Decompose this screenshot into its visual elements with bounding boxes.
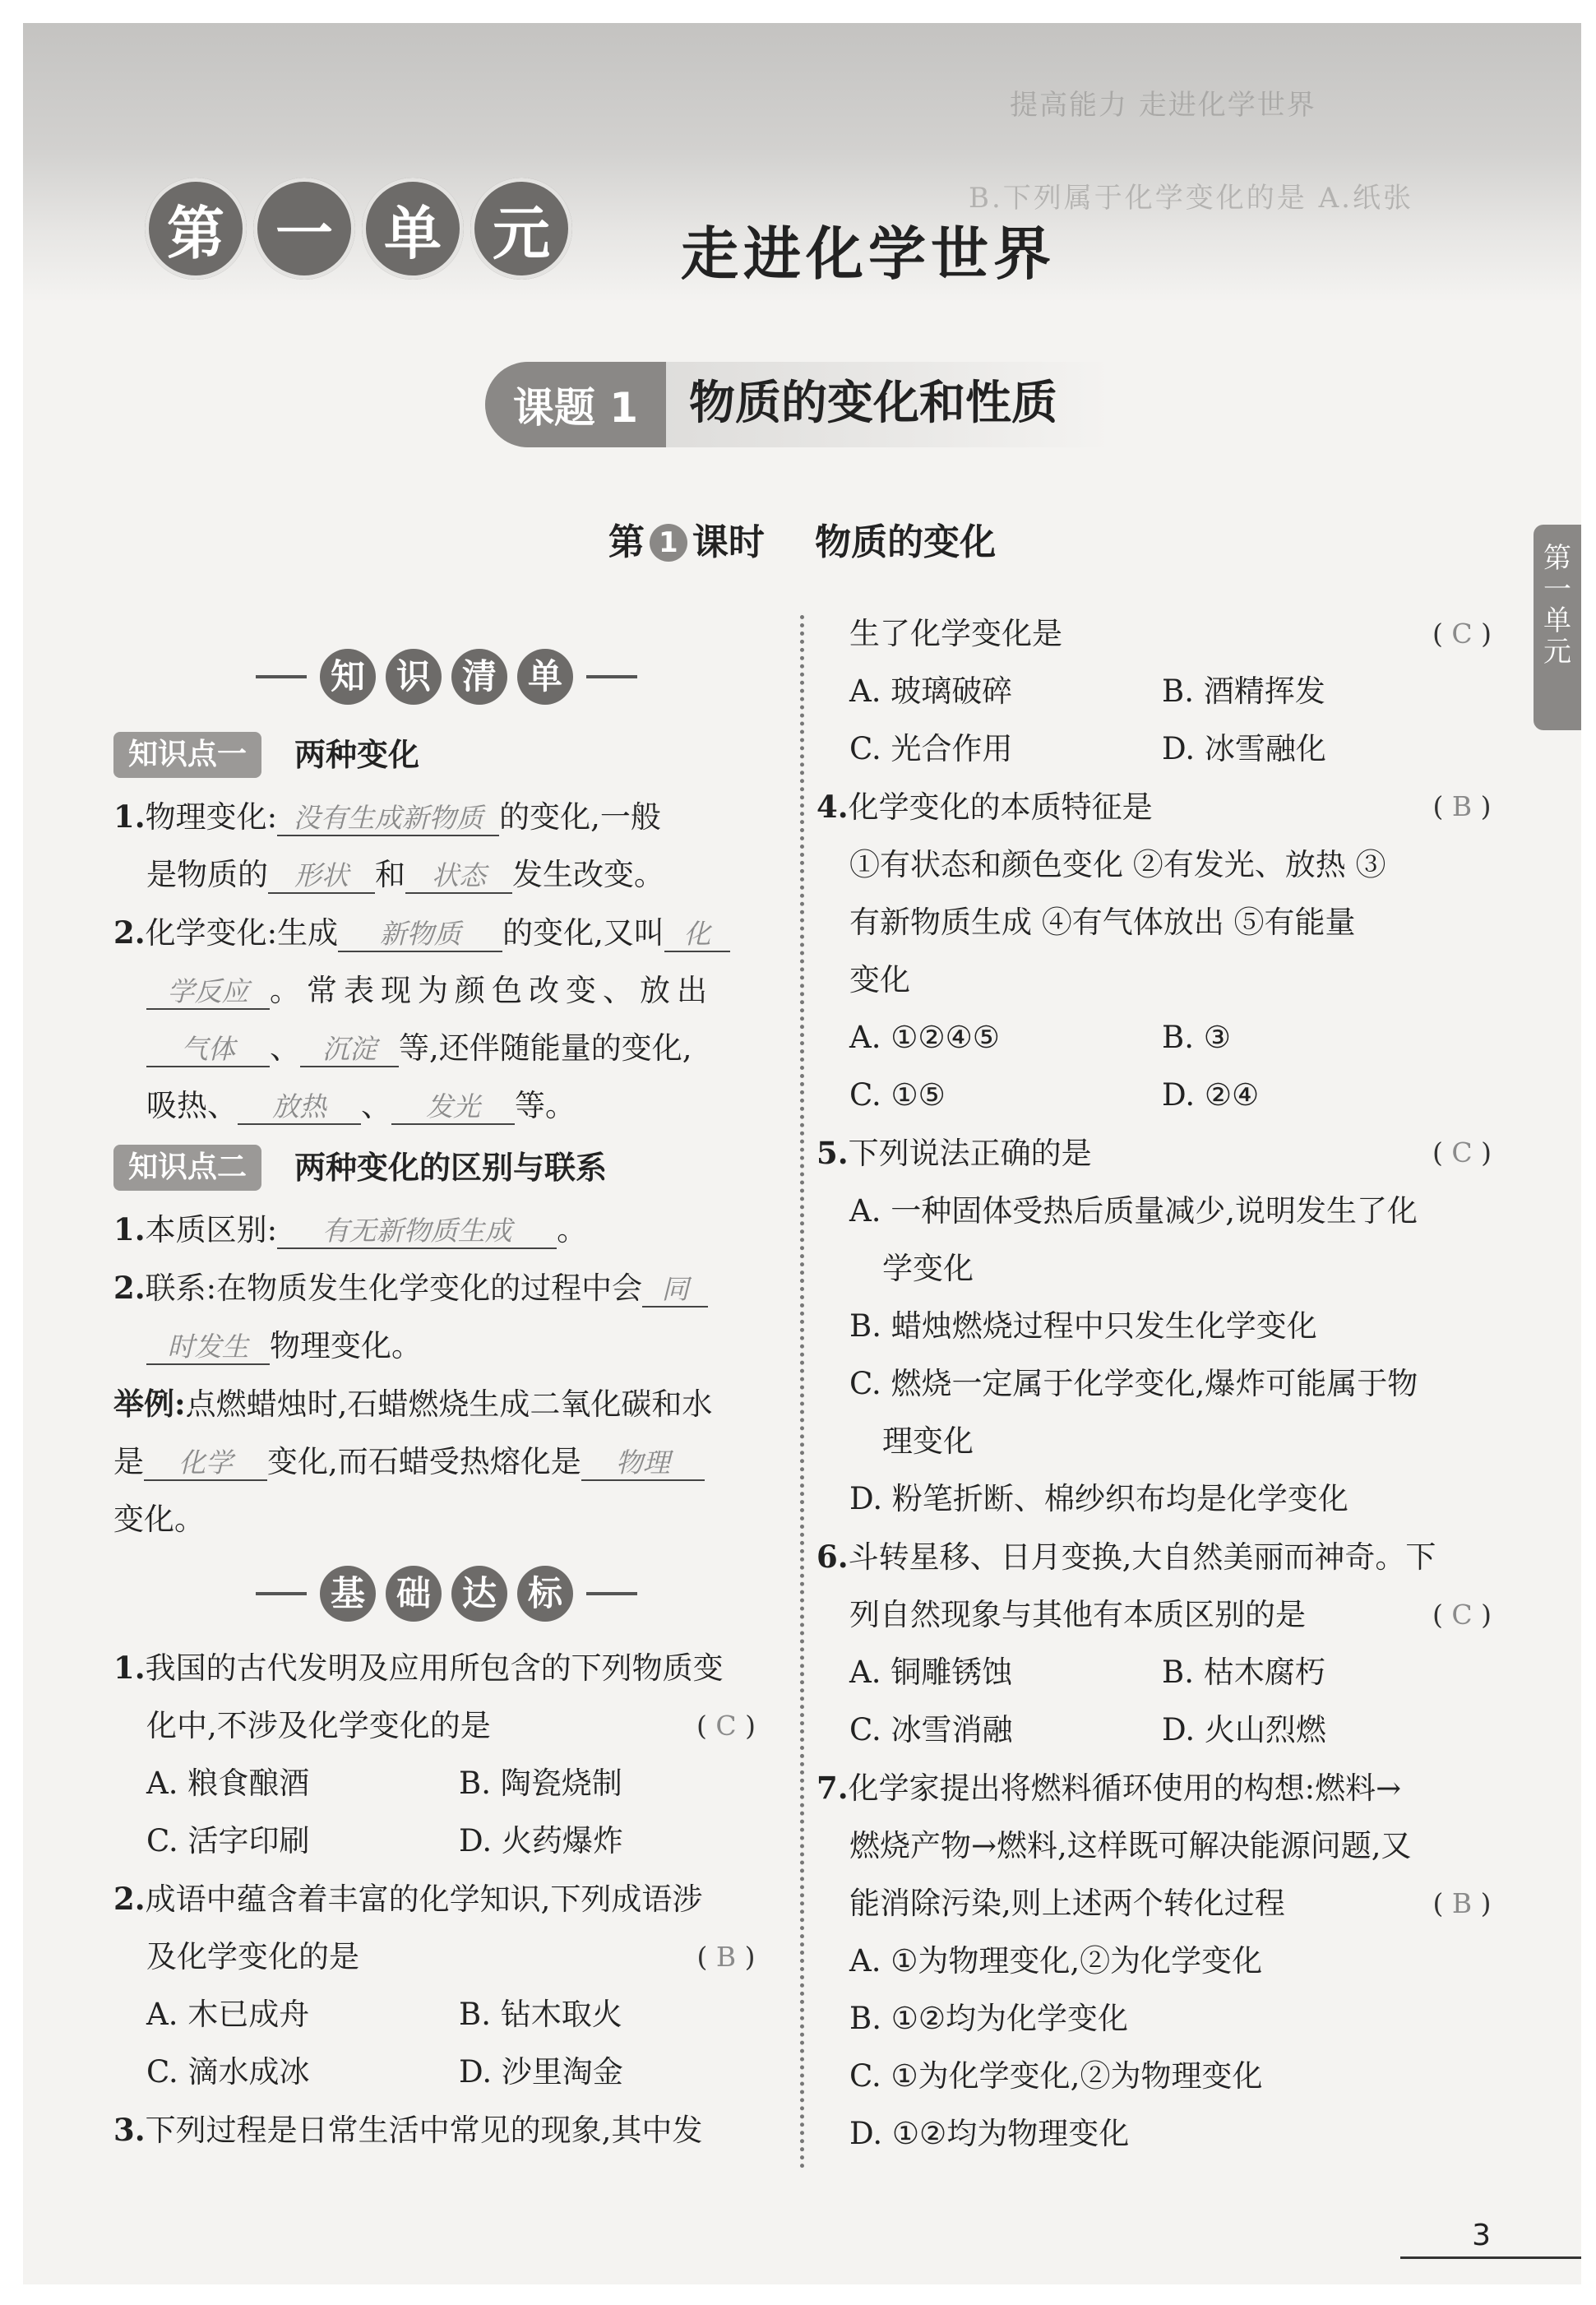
heading-dash — [586, 1592, 637, 1595]
kp1-q2-line4: 吸热、 放热 、 发光 等。 — [146, 1088, 576, 1123]
period-title: 物质的变化 — [815, 521, 997, 563]
question-5-option-d: D. 粉笔折断、棉纱织布均是化学变化 — [849, 1481, 1349, 1516]
question-4-options-2 — [817, 1067, 1515, 1124]
question-7-stem: 7.化学家提出将燃料循环使用的构想:燃料→ — [817, 1770, 1402, 1806]
unit-char: 第 — [145, 178, 247, 280]
option: C. 活字印刷 — [146, 1823, 310, 1858]
question-3-stem: 3.下列过程是日常生活中常见的现象,其中发 — [113, 2112, 703, 2148]
option: C. 光合作用 — [849, 731, 1013, 766]
question-4-line4: 变化 — [849, 962, 910, 997]
question-4-stem: 4.化学变化的本质特征是 ( B ) — [817, 778, 1515, 836]
option: B. 陶瓷烧制 — [459, 1766, 622, 1801]
option: C. ①⑤ — [849, 1077, 946, 1113]
question-5-option-c: C. 燃烧一定属于化学变化,爆炸可能属于物 — [849, 1366, 1418, 1401]
question-7-option-c: C. ①为化学变化,②为物理变化 — [849, 2058, 1263, 2094]
answer-blank: 沉淀 — [300, 1033, 399, 1067]
side-tab-label: 第一单元 — [1543, 542, 1571, 669]
knowledge-point-2 — [113, 1135, 779, 1201]
page-number: 3 — [1472, 2219, 1491, 2252]
answer-blank: 化 — [664, 918, 730, 952]
question-6-stem: 6.斗转星移、日月变换,大自然美丽而神奇。下 — [817, 1539, 1436, 1575]
question-1-stem2: 化中,不涉及化学变化的是 ( C ) — [113, 1697, 779, 1755]
answer-blank: 物理 — [581, 1446, 705, 1481]
question-4-options-1 — [817, 1009, 1515, 1067]
question-7-option-b: B. ①②均为化学变化 — [849, 2001, 1129, 2036]
answer-blank: 时发生 — [146, 1331, 270, 1365]
option: A. ①②④⑤ — [849, 1020, 1000, 1055]
kp-tag: 知识点一 — [113, 732, 261, 778]
question-7-option-a: A. ①为物理变化,②为化学变化 — [849, 1943, 1263, 1979]
heading-char: 知 — [320, 649, 376, 705]
option: D. 火药爆炸 — [459, 1823, 623, 1858]
question-6-options-1 — [817, 1644, 1515, 1701]
option: A. 木已成舟 — [146, 1997, 310, 2032]
question-3-stem-cont: 生了化学变化是 ( C ) — [817, 605, 1515, 663]
heading-char: 识 — [386, 649, 442, 705]
option: A. 玻璃破碎 — [849, 673, 1013, 709]
answer-mark: ( B ) — [1432, 1887, 1492, 1919]
right-column — [817, 605, 1515, 2163]
question-1-stem: 1.我国的古代发明及应用所包含的下列物质变 — [113, 1650, 724, 1686]
question-4-line2: ①有状态和颜色变化 ②有发光、放热 ③ — [849, 847, 1386, 882]
answer-blank: 发光 — [391, 1090, 515, 1125]
answer-blank: 有无新物质生成 — [277, 1215, 557, 1249]
period-number-badge: 1 — [650, 524, 687, 562]
unit-char: 元 — [470, 178, 572, 280]
section-heading-knowledge — [113, 632, 779, 722]
heading-char: 础 — [386, 1566, 442, 1622]
side-unit-tab — [1534, 525, 1581, 730]
knowledge-point-1 — [113, 722, 779, 788]
heading-char: 单 — [517, 649, 573, 705]
option: B. 枯木腐朽 — [1162, 1655, 1325, 1690]
answer-blank: 形状 — [268, 859, 375, 894]
answer-blank: 学反应 — [146, 975, 270, 1010]
answer-blank: 同 — [642, 1273, 708, 1308]
question-2-options-2 — [113, 2043, 779, 2101]
option: B. 钻木取火 — [459, 1997, 622, 2032]
option: C. 滴水成冰 — [146, 2054, 310, 2090]
option: D. 火山烈燃 — [1162, 1712, 1326, 1747]
heading-char: 基 — [320, 1566, 376, 1622]
kp2-q2-line2: 时发生 物理变化。 — [113, 1317, 779, 1375]
kp2-q1: 1.本质区别: 有无新物质生成 。 — [113, 1211, 588, 1247]
question-1-options-1 — [113, 1755, 779, 1812]
option: A. 铜雕锈蚀 — [849, 1655, 1013, 1690]
kp1-q1-line1: 1.物理变化: 没有生成新物质 的变化,一般 — [113, 798, 661, 835]
unit-char: 一 — [253, 178, 355, 280]
unit-title: 走进化学世界 — [681, 220, 1056, 288]
kp1-q2-line1: 2.化学变化:生成 新物质 的变化,又叫 化 — [113, 904, 779, 962]
question-5-option-c-cont: 理变化 — [882, 1423, 974, 1459]
heading-dash — [256, 1592, 307, 1595]
kp-title: 两种变化 — [294, 737, 420, 773]
example-label: 举例: — [113, 1386, 186, 1422]
left-column — [113, 632, 779, 2159]
option: B. 酒精挥发 — [1162, 673, 1325, 709]
lesson-tag: 课题 1 — [485, 362, 666, 447]
kp1-q1-line2: 是物质的 形状 和 状态 发生改变。 — [146, 857, 664, 892]
heading-char: 标 — [517, 1566, 573, 1622]
heading-char: 达 — [451, 1566, 507, 1622]
question-2-stem: 2.成语中蕴含着丰富的化学知识,下列成语涉 — [113, 1881, 703, 1917]
question-5-option-b: B. 蜡烛燃烧过程中只发生化学变化 — [849, 1308, 1317, 1344]
question-6-options-2 — [817, 1701, 1515, 1759]
question-6-stem2: 列自然现象与其他有本质区别的是 ( C ) — [817, 1586, 1515, 1644]
answer-mark: ( C ) — [696, 1710, 756, 1742]
answer-mark: ( C ) — [1432, 1136, 1492, 1169]
kp2-example-line2: 是 化学 变化,而石蜡受热熔化是 物理 — [113, 1433, 779, 1491]
answer-blank: 化学 — [144, 1446, 267, 1481]
answer-blank: 气体 — [146, 1033, 270, 1067]
kp2-example-line1: 举例:点燃蜡烛时,石蜡燃烧生成二氧化碳和水 — [113, 1386, 713, 1422]
question-5-stem: 5.下列说法正确的是 ( C ) — [817, 1124, 1515, 1183]
option: D. 沙里淘金 — [459, 2054, 623, 2090]
option: B. ③ — [1162, 1020, 1231, 1055]
question-5-option-a-cont: 学变化 — [882, 1251, 974, 1286]
option: D. 冰雪融化 — [1162, 731, 1326, 766]
answer-mark: ( B ) — [1432, 790, 1492, 822]
question-7-option-d: D. ①②均为物理变化 — [849, 2116, 1130, 2151]
heading-dash — [256, 675, 307, 678]
kp1-q2-line2: 学反应 。常表现为颜色改变、放出 — [113, 962, 779, 1020]
column-divider — [800, 615, 804, 2169]
question-2-options-1 — [113, 1986, 779, 2043]
period-suffix: 课时 — [692, 521, 765, 563]
answer-blank: 状态 — [405, 859, 512, 894]
ghost-text-2: B.下列属于化学变化的是 A.纸张 — [969, 182, 1413, 215]
question-7-stem2: 燃烧产物→燃料,这样既可解决能源问题,又 — [849, 1828, 1412, 1863]
option: A. 粮食酿酒 — [146, 1766, 310, 1801]
option: D. ②④ — [1162, 1077, 1260, 1113]
heading-char: 清 — [451, 649, 507, 705]
unit-char: 单 — [362, 178, 464, 280]
question-2-stem2: 及化学变化的是 ( B ) — [113, 1928, 779, 1986]
option: C. 冰雪消融 — [849, 1712, 1013, 1747]
lesson-title: 物质的变化和性质 — [689, 377, 1057, 430]
question-3-options-2 — [817, 720, 1515, 778]
question-5-option-a: A. 一种固体受热后质量减少,说明发生了化 — [849, 1193, 1418, 1229]
page-number-rule — [1400, 2256, 1581, 2259]
answer-blank: 没有生成新物质 — [277, 802, 499, 836]
question-7-stem3: 能消除污染,则上述两个转化过程 ( B ) — [817, 1875, 1515, 1932]
answer-mark: ( B ) — [696, 1941, 756, 1973]
unit-label — [145, 178, 572, 280]
question-4-line3: 有新物质生成 ④有气体放出 ⑤有能量 — [849, 905, 1356, 940]
answer-blank: 放热 — [238, 1090, 361, 1125]
section-heading-basic — [113, 1548, 779, 1639]
period-prefix: 第 — [608, 521, 645, 563]
question-1-options-2 — [113, 1812, 779, 1870]
answer-mark: ( C ) — [1432, 1599, 1492, 1631]
kp-tag: 知识点二 — [113, 1145, 261, 1191]
workbook-page — [23, 23, 1581, 2284]
heading-dash — [586, 675, 637, 678]
answer-mark: ( C ) — [1432, 618, 1492, 650]
ghost-text: 提高能力 走进化学世界 — [1010, 89, 1316, 122]
answer-blank: 新物质 — [338, 918, 502, 952]
period-heading — [23, 512, 1581, 565]
kp2-example-line3: 变化。 — [113, 1502, 205, 1537]
kp2-q2-line1: 2.联系:在物质发生化学变化的过程中会 同 — [113, 1259, 779, 1317]
kp-title: 两种变化的区别与联系 — [294, 1150, 608, 1186]
kp1-q2-line3: 气体 、 沉淀 等,还伴随能量的变化, — [113, 1020, 779, 1077]
question-3-options-1 — [817, 663, 1515, 720]
